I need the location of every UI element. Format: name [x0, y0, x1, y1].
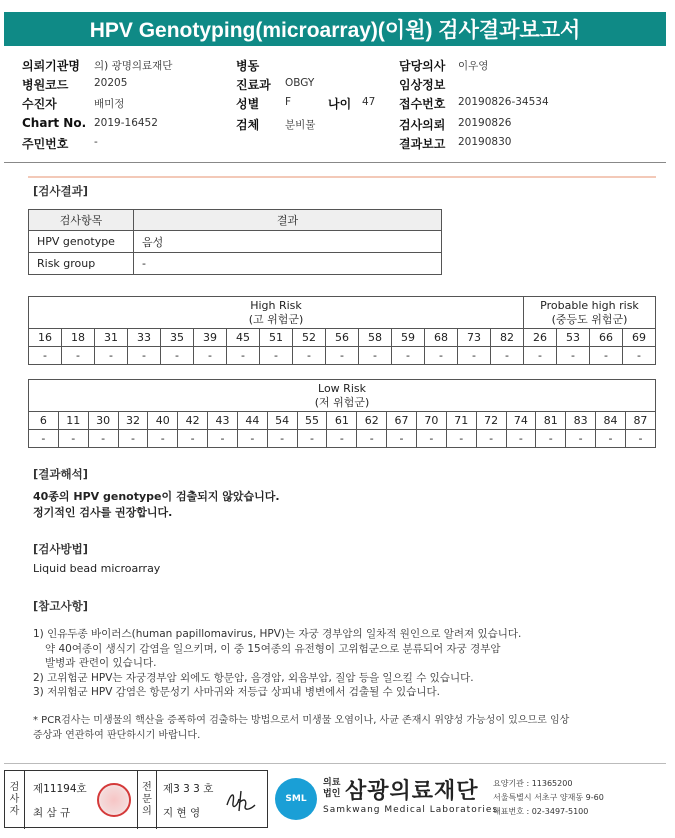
- hpv-value-cell: -: [58, 430, 88, 448]
- method-text: Liquid bead microarray: [33, 562, 161, 575]
- sex-value: F: [285, 96, 292, 108]
- hpv-type-cell: 52: [293, 329, 326, 347]
- specimen-label: 검체: [236, 118, 260, 132]
- hpv-type-cell: 40: [148, 412, 178, 430]
- hpv-type-cell: 83: [566, 412, 596, 430]
- item-cell: HPV genotype: [29, 231, 134, 253]
- report-date-label: 결과보고: [399, 137, 446, 151]
- hpv-type-cell: 61: [327, 412, 357, 430]
- request-label: 검사의뢰: [399, 118, 446, 132]
- item-cell: Risk group: [29, 253, 134, 275]
- receipt-value: 20190826-34534: [458, 96, 549, 108]
- hpv-value-cell: -: [227, 347, 260, 365]
- hpv-type-cell: 66: [590, 329, 623, 347]
- organization-logo: [275, 772, 670, 828]
- hpv-value-cell: -: [297, 430, 327, 448]
- hpv-type-cell: 44: [237, 412, 267, 430]
- ward-label: 병동: [236, 59, 260, 73]
- org-phone: 대표번호 : 02-3497-5100: [493, 807, 589, 816]
- hpv-type-cell: 39: [194, 329, 227, 347]
- hpv-value-cell: -: [327, 430, 357, 448]
- divider: [4, 162, 666, 163]
- high-risk-sublabel: (고 위험군): [248, 312, 304, 326]
- org-address: 서울특별시 서초구 양재동 9-60: [493, 793, 604, 802]
- signature-icon: [223, 785, 259, 815]
- hpv-type-cell: 68: [425, 329, 458, 347]
- high-risk-header: [29, 297, 524, 329]
- org-type: 의료법인: [323, 778, 341, 799]
- footnote: [33, 713, 653, 743]
- interpretation-line: 40종의 HPV genotype이 검출되지 않았습니다.: [33, 490, 280, 503]
- low-risk-label: Low Risk: [318, 381, 366, 395]
- patient-info: [22, 55, 662, 155]
- results-section-title: [검사결과]: [33, 184, 88, 198]
- interpretation-text: [33, 489, 280, 521]
- hpv-value-cell: -: [260, 347, 293, 365]
- hpv-value-cell: -: [88, 430, 118, 448]
- table-row: [29, 253, 442, 275]
- hpv-type-cell: 31: [95, 329, 128, 347]
- resident-no-label: 주민번호: [22, 137, 69, 151]
- specialist-license: 제3 3 3 호: [163, 783, 214, 795]
- hpv-type-cell: 71: [446, 412, 476, 430]
- hpv-value-cell: -: [387, 430, 417, 448]
- specialist-vertical-text: 전 문 의: [142, 782, 152, 817]
- official-seal-icon: [97, 783, 131, 817]
- high-risk-type-row: [29, 329, 656, 347]
- notes-section-title: [참고사항]: [33, 599, 88, 613]
- hpv-value-cell: -: [458, 347, 491, 365]
- hpv-type-cell: 6: [29, 412, 59, 430]
- high-risk-grid: [28, 296, 656, 365]
- hpv-value-cell: -: [625, 430, 655, 448]
- accent-divider: [28, 176, 656, 178]
- hpv-type-cell: 45: [227, 329, 260, 347]
- hpv-type-cell: 53: [557, 329, 590, 347]
- footnote-line: 증상과 연관하여 판단하시기 바랍니다.: [33, 730, 201, 741]
- hpv-type-cell: 62: [357, 412, 387, 430]
- specimen-value: 분비물: [285, 119, 316, 131]
- hpv-value-cell: -: [357, 430, 387, 448]
- hpv-type-cell: 74: [506, 412, 536, 430]
- hpv-type-cell: 58: [359, 329, 392, 347]
- footer-divider: [4, 763, 666, 764]
- chart-no-label: Chart No.: [22, 116, 87, 130]
- hpv-value-cell: -: [267, 430, 297, 448]
- probable-risk-label: Probable high risk: [540, 298, 639, 312]
- hpv-type-cell: 32: [118, 412, 148, 430]
- hpv-value-cell: -: [524, 347, 557, 365]
- specialist-name: 지 현 영: [163, 807, 201, 819]
- high-risk-value-row: [29, 347, 656, 365]
- hpv-value-cell: -: [446, 430, 476, 448]
- low-risk-sublabel: (저 위험군): [314, 395, 370, 409]
- low-risk-header: [29, 380, 656, 412]
- clinical-label: 임상정보: [399, 78, 446, 92]
- hpv-value-cell: -: [95, 347, 128, 365]
- hpv-type-cell: 70: [416, 412, 446, 430]
- doctor-value: 이우영: [458, 60, 489, 72]
- hpv-type-cell: 18: [62, 329, 95, 347]
- hpv-type-cell: 73: [458, 329, 491, 347]
- hpv-value-cell: -: [359, 347, 392, 365]
- note-line: 약 40여종이 생식기 감염을 일으키며, 이 중 15여종의 유전형이 고위험군으로 분류되어 자궁 경부암: [45, 642, 501, 655]
- hpv-value-cell: -: [536, 430, 566, 448]
- examiner-vertical-label: [5, 771, 25, 829]
- method-section-title: [검사방법]: [33, 542, 88, 556]
- hpv-value-cell: -: [118, 430, 148, 448]
- receipt-label: 접수번호: [399, 97, 446, 111]
- hpv-type-cell: 82: [491, 329, 524, 347]
- low-risk-grid: [28, 379, 656, 448]
- report-title: HPV Genotyping(microarray)(이원) 검사결과보고서: [4, 12, 666, 46]
- hpv-value-cell: -: [392, 347, 425, 365]
- hpv-type-cell: 54: [267, 412, 297, 430]
- dept-value: OBGY: [285, 77, 315, 89]
- hpv-type-cell: 30: [88, 412, 118, 430]
- hpv-value-cell: -: [161, 347, 194, 365]
- footnote-line: * PCR검사는 미생물의 핵산을 증폭하여 검출하는 방법으로서 미생물 오염이나, 사균 존재시 위양성 가능성이 있으므로 임상: [33, 715, 570, 726]
- hpv-type-cell: 81: [536, 412, 566, 430]
- hpv-value-cell: -: [596, 430, 626, 448]
- sex-label: 성별: [236, 97, 260, 111]
- receiver-label: 수진자: [22, 97, 57, 111]
- hpv-value-cell: -: [590, 347, 623, 365]
- examiner-license: 제11194호: [33, 783, 87, 795]
- hpv-value-cell: -: [178, 430, 208, 448]
- age-value: 47: [362, 96, 376, 108]
- hpv-value-cell: -: [623, 347, 656, 365]
- hpv-value-cell: -: [425, 347, 458, 365]
- hpv-type-cell: 42: [178, 412, 208, 430]
- hpv-value-cell: -: [62, 347, 95, 365]
- hpv-type-cell: 67: [387, 412, 417, 430]
- result-cell: 음성: [134, 231, 442, 253]
- chart-no-value: 2019-16452: [94, 117, 158, 129]
- hpv-value-cell: -: [128, 347, 161, 365]
- hpv-type-cell: 55: [297, 412, 327, 430]
- hpv-type-cell: 26: [524, 329, 557, 347]
- specialist-vertical-label: [137, 771, 157, 829]
- hpv-value-cell: -: [148, 430, 178, 448]
- institution-label: 의뢰기관명: [22, 59, 80, 73]
- note-line: 2) 고위험군 HPV는 자궁경부암 외에도 항문암, 음경암, 외음부암, 질암 등을 일으킬 수 있습니다.: [33, 671, 474, 684]
- hpv-value-cell: -: [326, 347, 359, 365]
- hpv-type-cell: 43: [208, 412, 238, 430]
- hpv-value-cell: -: [557, 347, 590, 365]
- hpv-type-cell: 84: [596, 412, 626, 430]
- hpv-type-cell: 56: [326, 329, 359, 347]
- hpv-value-cell: -: [416, 430, 446, 448]
- hpv-type-cell: 11: [58, 412, 88, 430]
- hpv-type-cell: 35: [161, 329, 194, 347]
- low-risk-type-row: [29, 412, 656, 430]
- hpv-value-cell: -: [29, 347, 62, 365]
- col-result-header: 결과: [134, 210, 442, 231]
- hospital-code-label: 병원코드: [22, 78, 69, 92]
- note-line: 발병과 관련이 있습니다.: [45, 657, 157, 669]
- hpv-value-cell: -: [293, 347, 326, 365]
- signature-box: [4, 770, 268, 828]
- org-english-name: Samkwang Medical Laboratories: [323, 805, 499, 815]
- hpv-type-cell: 59: [392, 329, 425, 347]
- result-cell: -: [134, 253, 442, 275]
- hpv-value-cell: -: [566, 430, 596, 448]
- hpv-type-cell: 16: [29, 329, 62, 347]
- hpv-type-cell: 87: [625, 412, 655, 430]
- receiver-value: 배미정: [94, 98, 125, 110]
- hpv-value-cell: -: [194, 347, 227, 365]
- hpv-value-cell: -: [237, 430, 267, 448]
- note-line: 3) 저위험군 HPV 감염은 항문성기 사마귀와 저등급 상피내 병변에서 검출될 수 있습니다.: [33, 686, 440, 698]
- interpretation-line: 정기적인 검사를 권장합니다.: [33, 506, 173, 519]
- doctor-label: 담당의사: [399, 59, 446, 73]
- hpv-type-cell: 69: [623, 329, 656, 347]
- examiner-vertical-text: 검 사 자: [9, 782, 20, 817]
- dept-label: 진료과: [236, 78, 271, 92]
- results-table: [28, 209, 442, 275]
- hpv-value-cell: -: [29, 430, 59, 448]
- high-risk-label: High Risk: [250, 298, 302, 312]
- hpv-value-cell: -: [491, 347, 524, 365]
- request-value: 20190826: [458, 117, 512, 129]
- hospital-code-value: 20205: [94, 77, 128, 89]
- org-code: 요양기관 : 11365200: [493, 779, 573, 788]
- org-name: 삼광의료재단: [345, 779, 479, 804]
- col-item-header: 검사항목: [29, 210, 134, 231]
- resident-no-value: -: [94, 136, 98, 148]
- age-label: 나이: [328, 97, 352, 111]
- hpv-type-cell: 33: [128, 329, 161, 347]
- probable-risk-header: [524, 297, 656, 329]
- table-row: [29, 231, 442, 253]
- low-risk-value-row: [29, 430, 656, 448]
- hpv-type-cell: 72: [476, 412, 506, 430]
- hpv-value-cell: -: [476, 430, 506, 448]
- examiner-name: 최 삼 규: [33, 807, 71, 819]
- interpretation-section-title: [결과해석]: [33, 467, 88, 481]
- hpv-value-cell: -: [506, 430, 536, 448]
- hpv-type-cell: 51: [260, 329, 293, 347]
- notes-list: [33, 627, 653, 700]
- note-line: 1) 인유두종 바이러스(human papillomavirus, HPV)는 자궁 경부암의 일차적 원인으로 알려져 있습니다.: [33, 628, 522, 640]
- report-date-value: 20190830: [458, 136, 512, 148]
- institution-value: 의) 광명의료재단: [94, 60, 173, 72]
- hpv-value-cell: -: [208, 430, 238, 448]
- sml-logo-icon: SML: [275, 778, 317, 820]
- probable-risk-sublabel: (중등도 위험군): [551, 312, 628, 326]
